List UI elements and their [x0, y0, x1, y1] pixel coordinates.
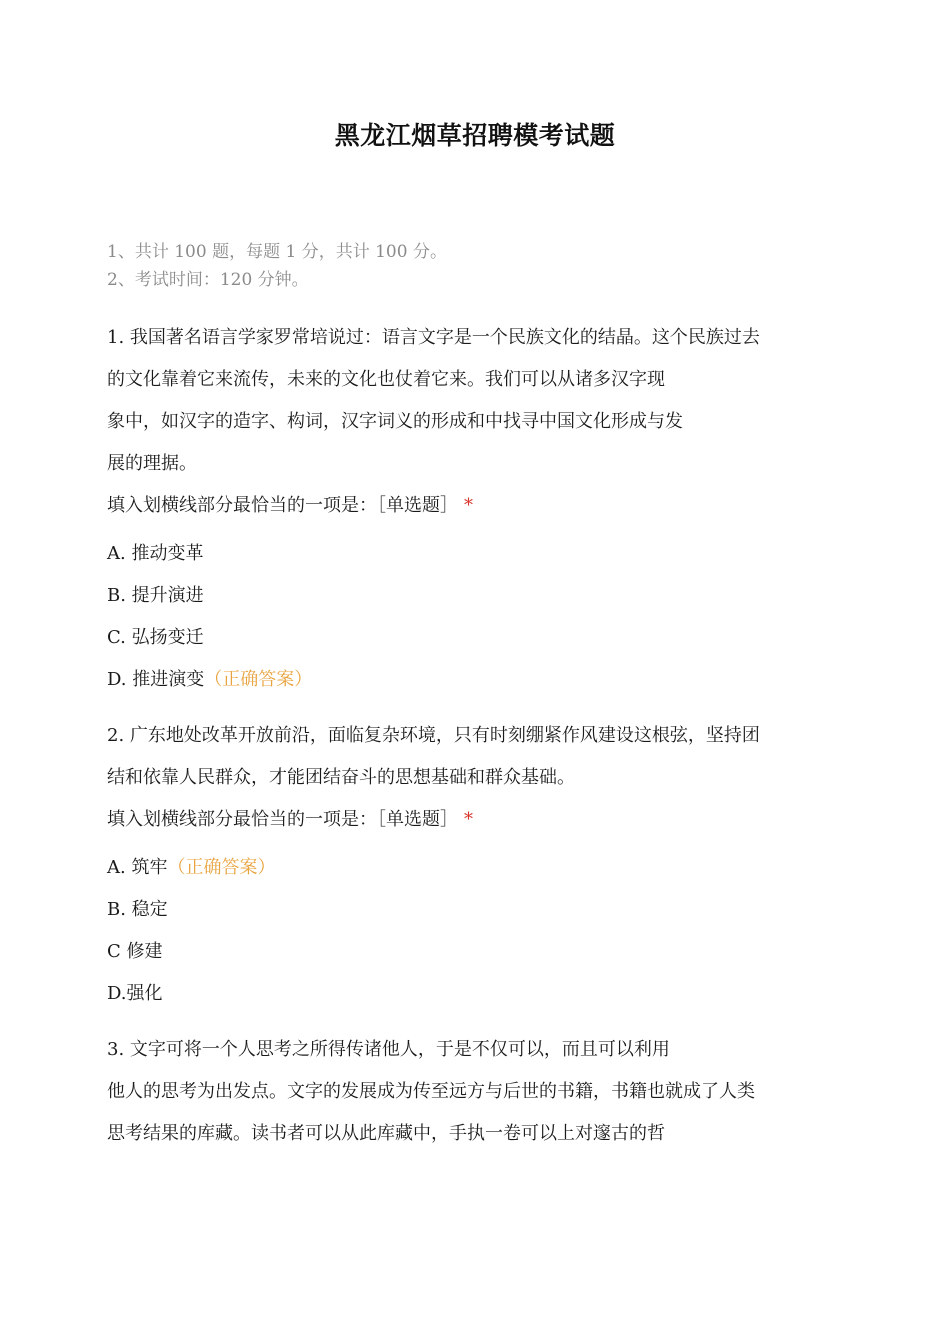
option-b[interactable] — [107, 578, 847, 620]
option-d[interactable] — [107, 976, 847, 1018]
prompt-text: 填入划横线部分最恰当的一项是：［单选题］ — [107, 809, 458, 830]
option-label: D. 推进演变 — [107, 669, 205, 690]
question-stem-line: 象中，如汉字的造字、构词，汉字词义的形成和中找寻中国文化形成与发 — [107, 411, 683, 432]
option-c[interactable] — [107, 934, 847, 976]
question-1 — [107, 320, 847, 704]
question-3 — [107, 1032, 847, 1158]
option-label: C 修建 — [107, 941, 163, 962]
option-a[interactable] — [107, 536, 847, 578]
option-d[interactable] — [107, 662, 847, 704]
question-list — [107, 320, 847, 1158]
question-stem-line: 思考结果的库藏。读书者可以从此库藏中，手执一卷可以上对邃古的哲 — [107, 1123, 665, 1144]
option-label: D.强化 — [107, 983, 163, 1004]
question-stem-line: 他人的思考为出发点。文字的发展成为传至远方与后世的书籍，书籍也就成了人类 — [107, 1081, 755, 1102]
question-prompt — [107, 802, 847, 850]
option-b[interactable] — [107, 892, 847, 934]
required-mark: * — [464, 809, 473, 830]
option-label: B. 稳定 — [107, 899, 168, 920]
question-2 — [107, 718, 847, 1018]
exam-info-line: 1、共计 100 题，每题 1 分，共计 100 分。 — [107, 242, 447, 262]
question-stem-line: 2. 广东地处改革开放前沿，面临复杂环境，只有时刻绷紧作风建设这根弦，坚持团 — [107, 725, 760, 746]
exam-info — [107, 238, 447, 294]
correct-answer-mark: （正确答案） — [167, 857, 276, 878]
page-title: 黑龙江烟草招聘模考试题 — [334, 121, 616, 150]
exam-info-line: 2、考试时间：120 分钟。 — [107, 270, 309, 290]
option-a[interactable] — [107, 850, 847, 892]
prompt-text: 填入划横线部分最恰当的一项是：［单选题］ — [107, 495, 458, 516]
question-spacer — [107, 1018, 847, 1032]
question-spacer — [107, 704, 847, 718]
question-prompt — [107, 488, 847, 536]
question-stem-line: 的文化靠着它来流传，未来的文化也仗着它来。我们可以从诸多汉字现 — [107, 369, 665, 390]
question-stem-line: 结和依靠人民群众，才能团结奋斗的思想基础和群众基础。 — [107, 767, 575, 788]
question-stem-line: 展的理据。 — [107, 453, 197, 474]
option-label: C. 弘扬变迁 — [107, 627, 204, 648]
question-stem-line: 3. 文字可将一个人思考之所得传诸他人，于是不仅可以，而且可以利用 — [107, 1039, 670, 1060]
required-mark: * — [464, 495, 473, 516]
correct-answer-mark: （正确答案） — [204, 669, 313, 690]
option-label: B. 提升演进 — [107, 585, 204, 606]
option-label: A. 筑牢 — [107, 857, 168, 878]
question-stem-line: 1. 我国著名语言学家罗常培说过：语言文字是一个民族文化的结晶。这个民族过去 — [107, 327, 760, 348]
option-c[interactable] — [107, 620, 847, 662]
option-label: A. 推动变革 — [107, 543, 204, 564]
